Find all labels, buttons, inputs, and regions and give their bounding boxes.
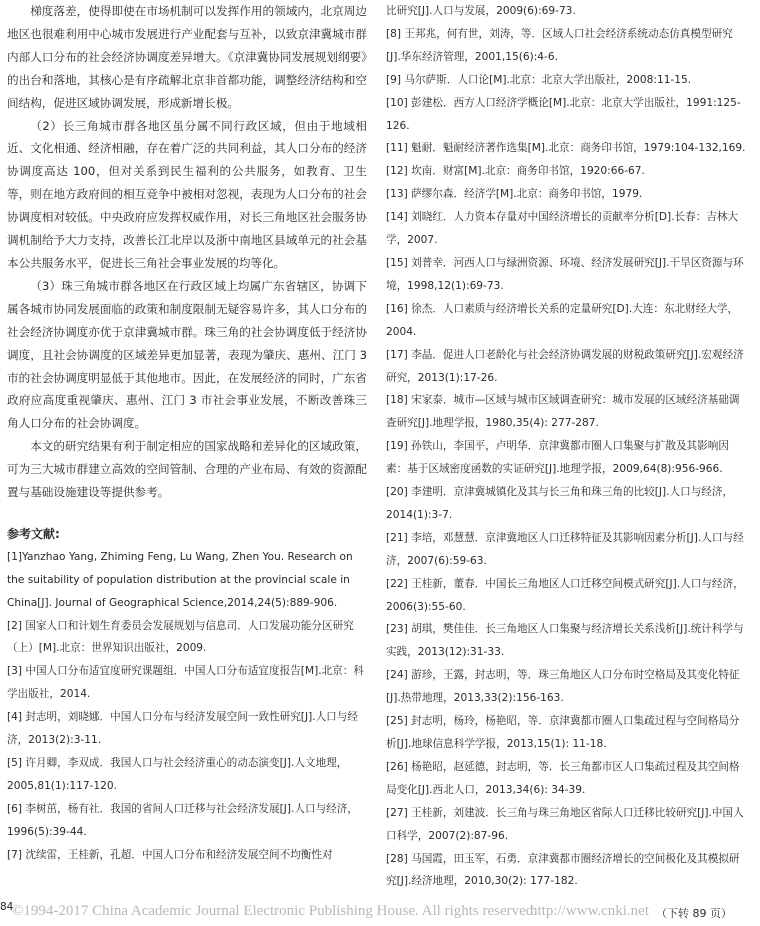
reference-item: [18] 宋家泰．城市—区域与城市区域调查研究：城市发展的区域经济基础调查研究[J].地理学报，1980,35(4): 277-287.	[386, 394, 740, 430]
body-paragraph-2: （2）长三角城市群各地区虽分属不同行政区域，但由于地域相近、文化相通、经济相融，存在着广泛的共同利益，其人口分布的经济协调度高达 100，但对关系到民生福利的公共服务，如教育、卫生等，则在地方政府间的相互竞争中被相对忽视，表现为人口分布的社会协调度相对较低。中央政府应发挥权威作用，对长三角地区社会服务协调机制给予大力支持，改善长江北岸以及浙中南地区县域单元的社会基本公共服务水平，促进长三角社会事业发展的均等化。	[7, 118, 367, 270]
references-heading: 参考文献:	[7, 526, 60, 541]
continued-note: （下转 89 页）	[656, 907, 732, 921]
reference-item: [26] 杨艳昭，赵延德，封志明，等．长三角都市区人口集疏过程及其空间格局变化[J].西北人口，2013,34(6): 34-39.	[386, 760, 740, 796]
reference-item: [7] 沈续雷，王桂新，孔超．中国人口分布和经济发展空间不均衡性对	[7, 848, 333, 861]
left-column	[7, 0, 367, 867]
reference-item: [4] 封志明，刘晓娜．中国人口分布与经济发展空间一致性研究[J].人口与经济，2013(2):3-11.	[7, 711, 358, 747]
reference-item: [15] 刘普幸．河西人口与绿洲资源、环境、经济发展研究[J].干旱区资源与环境，1998,12(1):69-73.	[386, 256, 744, 292]
body-paragraph-4: 本文的研究结果有利于制定相应的国家战略和差异化的区域政策，可为三大城市群建立高效的空间管制、合理的产业布局、有效的资源配置与基础设施建设等提供参考。	[7, 439, 367, 500]
reference-item: [27] 王桂新，刘建波．长三角与珠三角地区省际人口迁移比较研究[J].中国人口科学，2007(2):87-96.	[386, 806, 744, 842]
reference-item: [22] 王桂新，董春．中国长三角地区人口迁移空间模式研究[J].人口与经济，2006(3):55-60.	[386, 577, 744, 613]
reference-item: [25] 封志明，杨玲，杨艳昭，等．京津冀都市圈人口集疏过程与空间格局分析[J].地球信息科学学报，2013,15(1): 11-18.	[386, 715, 740, 750]
reference-item: [2] 国家人口和计划生育委员会发展规划与信息司．人口发展功能分区研究（上）[M].北京：世界知识出版社，2009.	[7, 619, 354, 655]
body-paragraph-3: （3）珠三角城市群各地区在行政区域上均属广东省辖区，协调下属各城市协同发展面临的政策和制度限制无疑容易许多，其人口分布的社会经济协调度亦优于京津冀城市群。珠三角的社会协调度低于经济协调度，且社会协调度的区域差异更加显著，表现为肇庆、惠州、江门 3 市的社会协调度明显低于其他地市。因此，在发展经济的同时，广东省政府应高度重视肇庆、惠州、江门 3 市社会事业发展，不断改善珠三角人口分布的社会协调度。	[7, 278, 367, 431]
reference-item: [12] 坎南．财富[M].北京：商务印书馆，1920:66-67.	[386, 165, 645, 178]
reference-item: [9] 马尔萨斯．人口论[M].北京：北京大学出版社，2008:11-15.	[386, 73, 692, 86]
reference-item: [6] 李树茁，杨有社．我国的省间人口迁移与社会经济发展[J].人口与经济，1996(5):39-44.	[7, 802, 358, 838]
reference-item: [10] 彭建松．西方人口经济学概论[M].北京：北京大学出版社，1991:125-126.	[386, 96, 741, 132]
reference-list-left	[7, 546, 367, 867]
reference-item: [16] 徐杰．人口素质与经济增长关系的定量研究[D].大连：东北财经大学，2004.	[386, 302, 739, 338]
reference-item: [19] 孙铁山，李国平，卢明华．京津冀都市圈人口集聚与扩散及其影响因素：基于区域密度函数的实证研究[J].地理学报，2009,64(8):956-966.	[386, 440, 729, 476]
right-column	[386, 0, 746, 926]
reference-item: [17] 李晶．促进人口老龄化与社会经济协调发展的财税政策研究[J].宏观经济研究，2013(1):17-26.	[386, 348, 744, 384]
reference-item: [3] 中国人口分布适宜度研究课题组．中国人口分布适宜度报告[M].北京：科学出版社，2014.	[7, 665, 364, 701]
reference-item: [28] 马国霞，田玉军，石勇．京津冀都市圈经济增长的空间极化及其模拟研究[J].经济地理，2010,30(2): 177-182.	[386, 852, 740, 888]
reference-item: [23] 胡琪，樊佳佳．长三角地区人口集聚与经济增长关系浅析[J].统计科学与实践，2013(12):31-33.	[386, 623, 744, 659]
reference-item: [1]Yanzhao Yang, Zhiming Feng, Lu Wang, Zhen You. Research on the suitability of population distribution at the provincial scale in China[J]. Journal of Geographical Science,2014,24(5):889-906.	[7, 550, 353, 609]
reference-item: [24] 游珍，王露，封志明，等．珠三角地区人口分布时空格局及其变化特征[J].热带地理，2013,33(2):156-163.	[386, 669, 740, 705]
reference-item: [13] 萨缪尔森．经济学[M].北京：商务印书馆，1979.	[386, 188, 643, 201]
body-paragraph-1: 梯度落差，使得即使在市场机制可以发挥作用的领域内，北京周边地区也很难利用中心城市发展进行产业配套与互补，以致京津冀城市群内部人口分布的社会经济协调度差异增大。《京津冀协同发展规划纲要》的出台和落地，其核心是有序疏解北京非首都功能，调整经济结构和空间结构，促进区域协调发展，形成新增长极。	[7, 4, 367, 110]
reference-item: [14] 刘晓红．人力资本存量对中国经济增长的贡献率分析[D].长春：吉林大学，2007.	[386, 211, 739, 247]
reference-item: [8] 王邦兆，何有世，刘涛，等．区域人口社会经济系统动态仿真模型研究[J].华东经济管理，2001,15(6):4-6.	[386, 27, 733, 63]
reference-item: [5] 许月卿，李双成．我国人口与社会经济重心的动态演变[J].人文地理，2005,81(1):117-120.	[7, 757, 348, 792]
reference-item: 比研究[J].人口与发展，2009(6):69-73.	[386, 5, 576, 17]
page-number: 84	[0, 901, 14, 913]
reference-item: [21] 李培，邓慧慧．京津冀地区人口迁移特征及其影响因素分析[J].人口与经济，2007(6):59-63.	[386, 531, 744, 567]
reference-item: [11] 魁耐．魁耐经济著作选集[M].北京：商务印书馆，1979:104-132,169.	[386, 142, 746, 155]
reference-item: [20] 李建明．京津冀城镇化及其与长三角和珠三角的比较[J].人口与经济，2014(1):3-7.	[386, 486, 734, 521]
cnki-url-watermark: http://www.cnki.net	[530, 903, 650, 919]
copyright-watermark: ©1994-2017 China Academic Journal Electronic Publishing House. All rights reserved.	[12, 903, 538, 919]
